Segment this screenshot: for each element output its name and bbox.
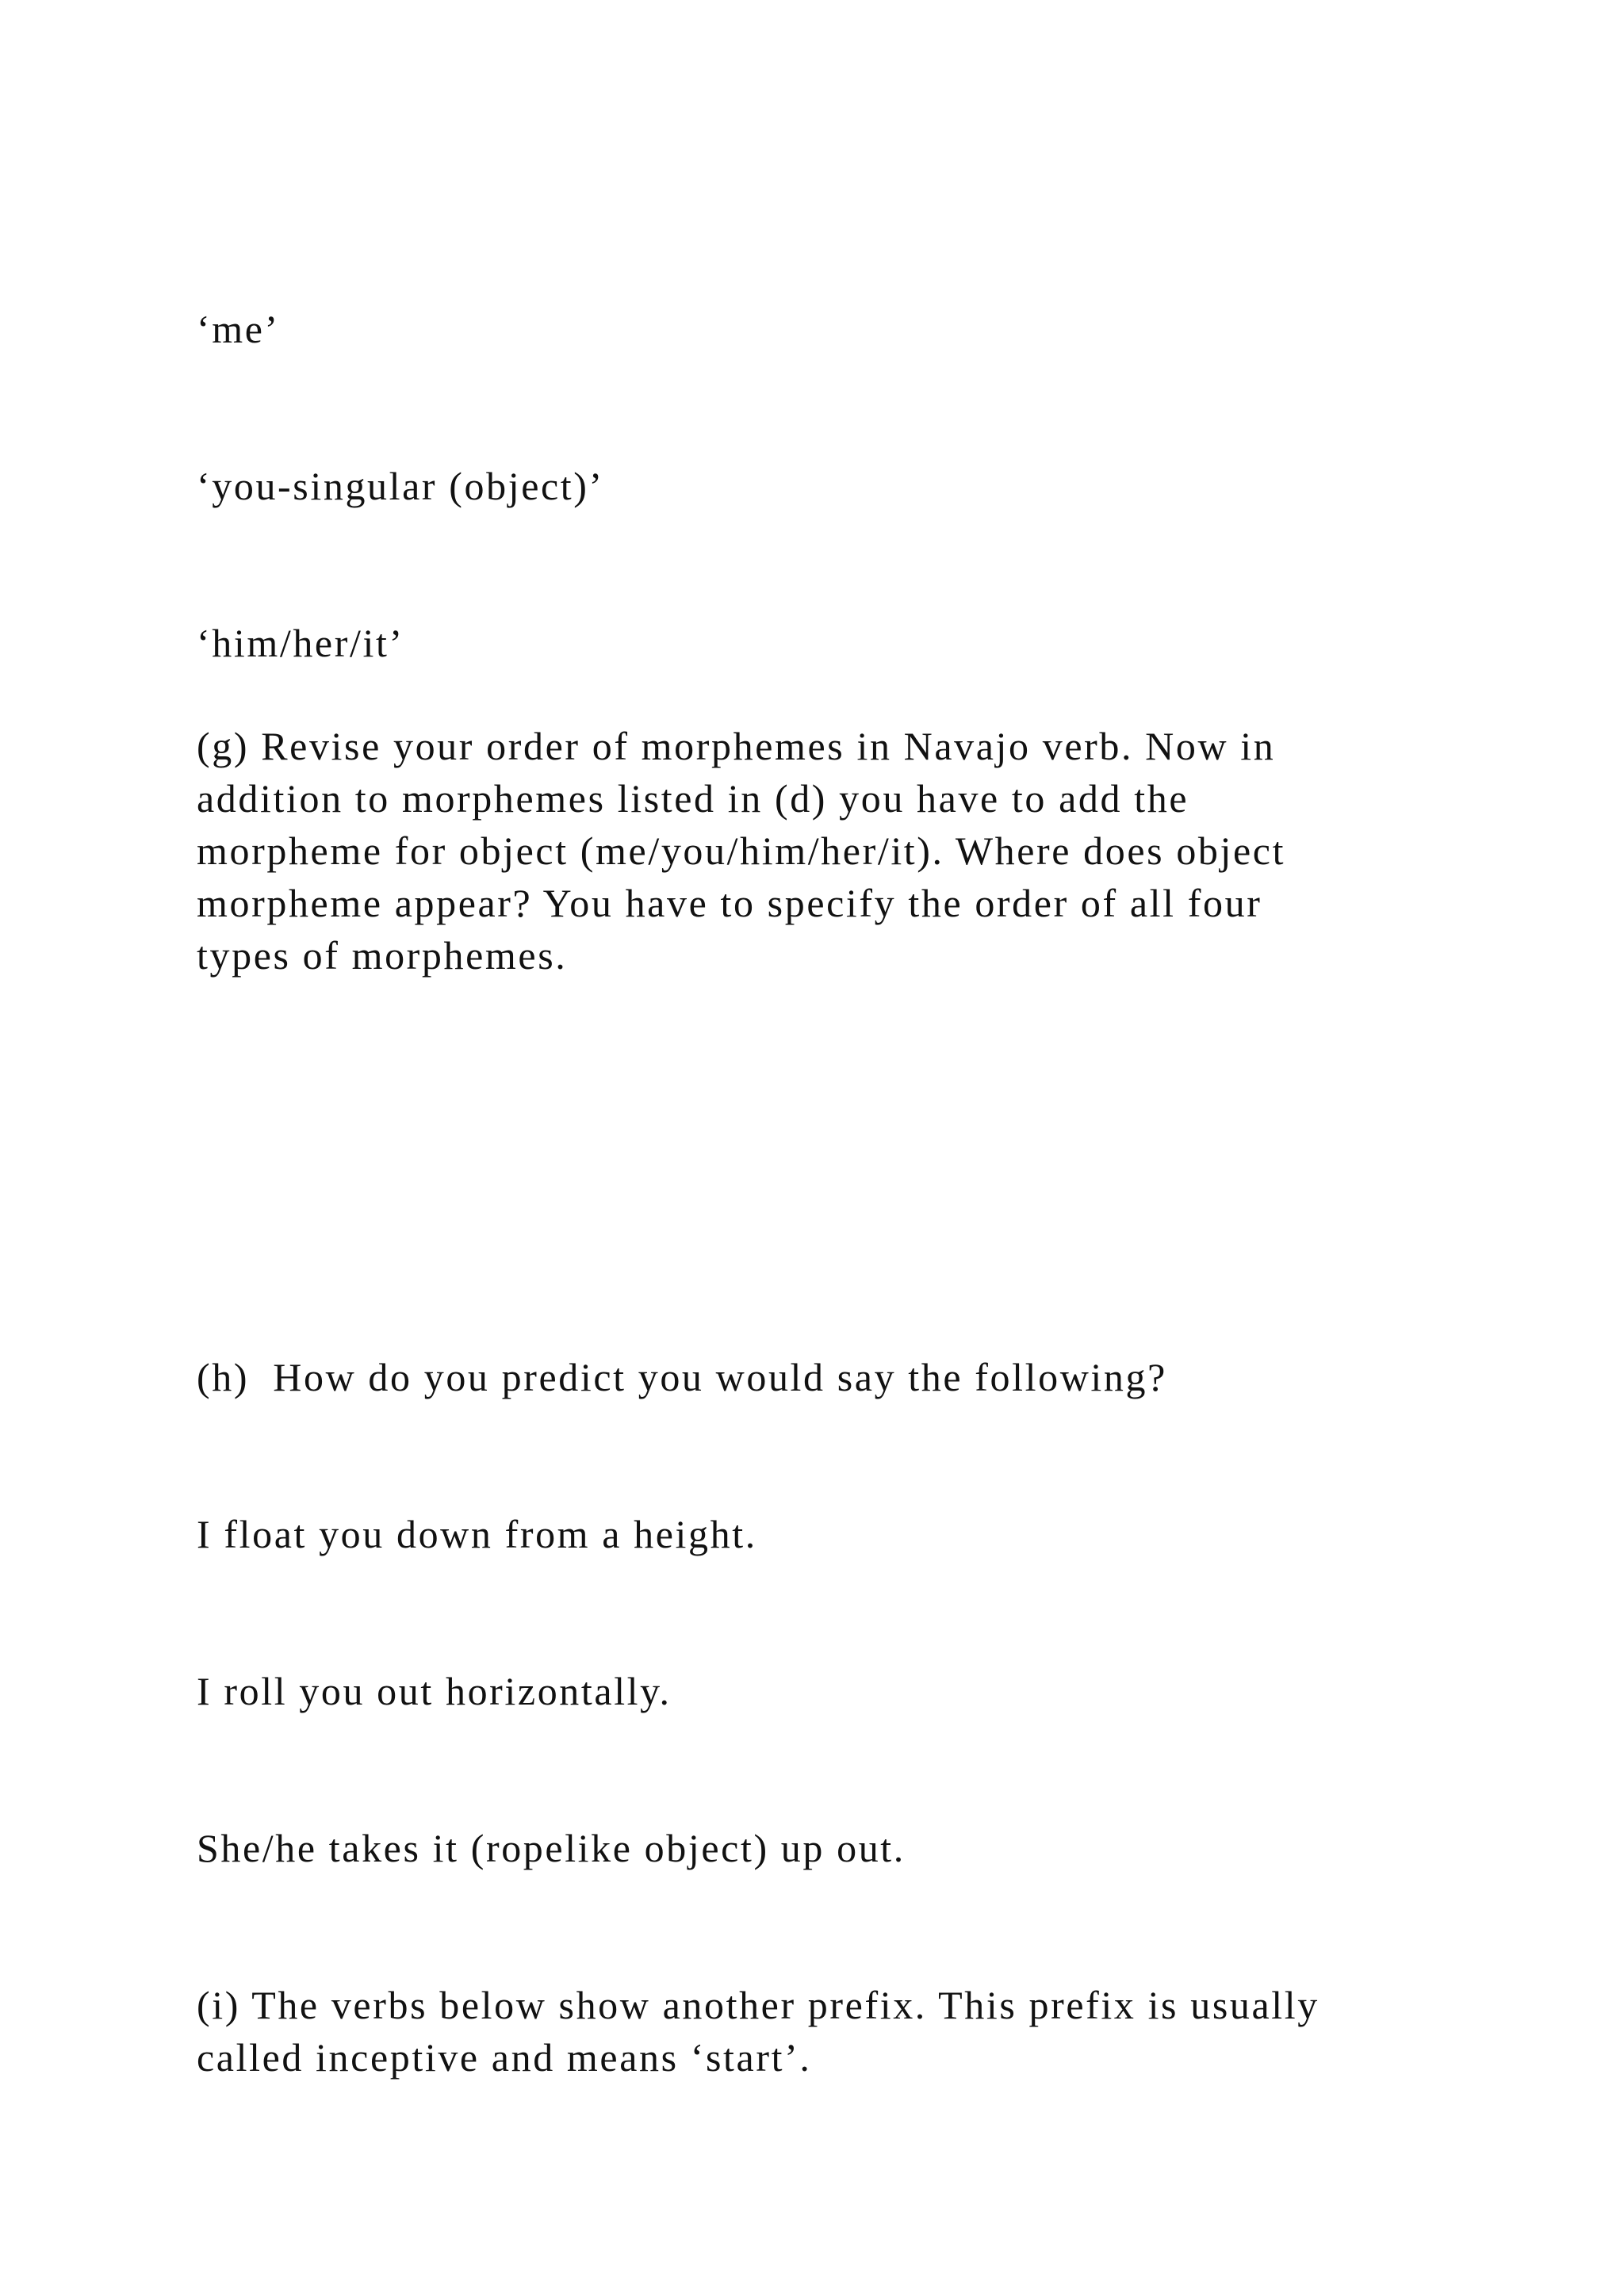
question-g-line: addition to morphemes listed in (d) you have to add the <box>197 776 1189 821</box>
question-i-paragraph <box>197 1979 1481 2084</box>
question-g-line: types of morphemes. <box>197 933 568 978</box>
question-g-line: morpheme appear? You have to specify the order of all four <box>197 881 1262 925</box>
sentence-roll-you-out: I roll you out horizontally. <box>197 1669 672 1713</box>
question-h: (h) How do you predict you would say the following? <box>197 1355 1167 1399</box>
question-i-line: (i) The verbs below show another prefix. This prefix is usually <box>197 1983 1320 2027</box>
sentence-float-you-down: I float you down from a height. <box>197 1512 757 1556</box>
gloss-you-singular: ‘you-singular (object)’ <box>197 464 604 508</box>
question-i-line: called inceptive and means ‘start’. <box>197 2035 812 2080</box>
gloss-him-her-it: ‘him/her/it’ <box>197 621 404 665</box>
sentence-takes-it-up-out: She/he takes it (ropelike object) up out. <box>197 1826 906 1870</box>
question-g-line: morpheme for object (me/you/him/her/it). Where does object <box>197 828 1286 873</box>
question-g-paragraph <box>197 720 1481 982</box>
question-g-line: (g) Revise your order of morphemes in Navajo verb. Now in <box>197 724 1276 768</box>
gloss-me: ‘me’ <box>197 307 280 351</box>
